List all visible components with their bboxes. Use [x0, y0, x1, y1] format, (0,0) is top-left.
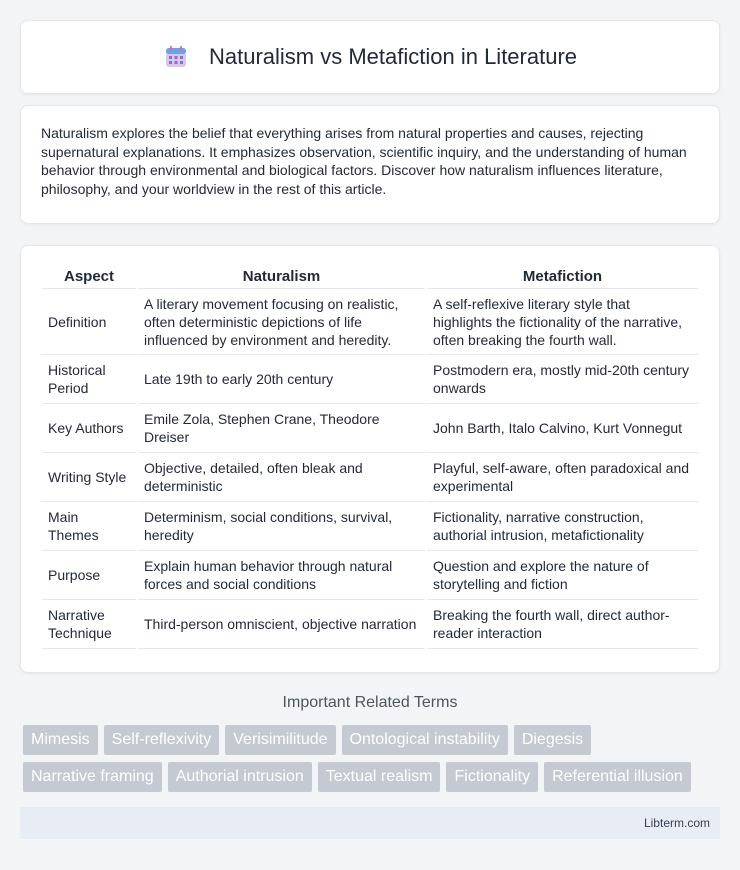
comparison-table: [42, 266, 698, 649]
table-row: [42, 551, 698, 600]
tag-textual-realism[interactable]: Textual realism: [318, 762, 441, 792]
table-row: [42, 600, 698, 649]
intro-card: [20, 105, 720, 224]
title-card: [20, 20, 720, 94]
table-row: [42, 502, 698, 551]
cell-naturalism: Late 19th to early 20th century: [137, 355, 426, 404]
cell-aspect: Narrative Technique: [42, 600, 137, 649]
cell-aspect: Historical Period: [42, 355, 137, 404]
header-aspect: Aspect: [42, 266, 137, 289]
tag-self-reflexivity[interactable]: Self-reflexivity: [104, 725, 220, 755]
cell-metafiction: Fictionality, narrative construction, authorial intrusion, metafictionality: [426, 502, 698, 551]
tag-mimesis[interactable]: Mimesis: [23, 725, 98, 755]
tag-narrative-framing[interactable]: Narrative framing: [23, 762, 162, 792]
table-row: [42, 355, 698, 404]
header-metafiction: Metafiction: [426, 266, 698, 289]
tag-verisimilitude[interactable]: Verisimilitude: [225, 725, 335, 755]
table-row: [42, 453, 698, 502]
tag-referential-illusion[interactable]: Referential illusion: [544, 762, 691, 792]
related-terms-tags: [23, 725, 723, 799]
header-naturalism: Naturalism: [137, 266, 426, 289]
tag-row: [23, 725, 723, 755]
cell-metafiction: Postmodern era, mostly mid-20th century onwards: [426, 355, 698, 404]
related-terms-title: Important Related Terms: [282, 694, 458, 711]
cell-naturalism: Determinism, social conditions, survival, heredity: [137, 502, 426, 551]
cell-naturalism: Explain human behavior through natural forces and social conditions: [137, 551, 426, 600]
cell-naturalism: Emile Zola, Stephen Crane, Theodore Dreiser: [137, 404, 426, 453]
page-title: Naturalism vs Metafiction in Literature: [208, 44, 578, 69]
cell-aspect: Definition: [42, 289, 137, 355]
cell-naturalism: Third-person omniscient, objective narration: [137, 600, 426, 649]
tag-authorial-intrusion[interactable]: Authorial intrusion: [168, 762, 312, 792]
cell-metafiction: A self-reflexive literary style that highlights the fictionality of the narrative, often breaking the fourth wall.: [426, 289, 698, 355]
intro-paragraph: Naturalism explores the belief that everything arises from natural properties and causes, rejecting supernatural explanations. It emphasizes observation, scientific inquiry, and the understanding of human behavior through environmental and biological factors. Discover how naturalism influences literature, philosophy, and your worldview in the rest of this article.: [41, 125, 687, 197]
cell-aspect: Key Authors: [42, 404, 137, 453]
cell-naturalism: Objective, detailed, often bleak and deterministic: [137, 453, 426, 502]
calendar-grid-icon: [163, 44, 189, 70]
cell-metafiction: Question and explore the nature of storytelling and fiction: [426, 551, 698, 600]
tag-diegesis[interactable]: Diegesis: [514, 725, 591, 755]
footer-site-link[interactable]: Libterm.com: [643, 816, 710, 830]
cell-aspect: Main Themes: [42, 502, 137, 551]
cell-naturalism: A literary movement focusing on realistic, often deterministic depictions of life influenced by environment and heredity.: [137, 289, 426, 355]
table-row: [42, 289, 698, 355]
tag-row: [23, 762, 723, 792]
cell-metafiction: Breaking the fourth wall, direct author-reader interaction: [426, 600, 698, 649]
cell-metafiction: John Barth, Italo Calvino, Kurt Vonnegut: [426, 404, 698, 453]
tag-ontological-instability[interactable]: Ontological instability: [342, 725, 508, 755]
cell-aspect: Purpose: [42, 551, 137, 600]
cell-metafiction: Playful, self-aware, often paradoxical and experimental: [426, 453, 698, 502]
footer: [20, 807, 720, 839]
table-row: [42, 404, 698, 453]
comparison-table-card: [20, 245, 720, 673]
table-header-row: [42, 266, 698, 289]
cell-aspect: Writing Style: [42, 453, 137, 502]
tag-fictionality[interactable]: Fictionality: [446, 762, 538, 792]
